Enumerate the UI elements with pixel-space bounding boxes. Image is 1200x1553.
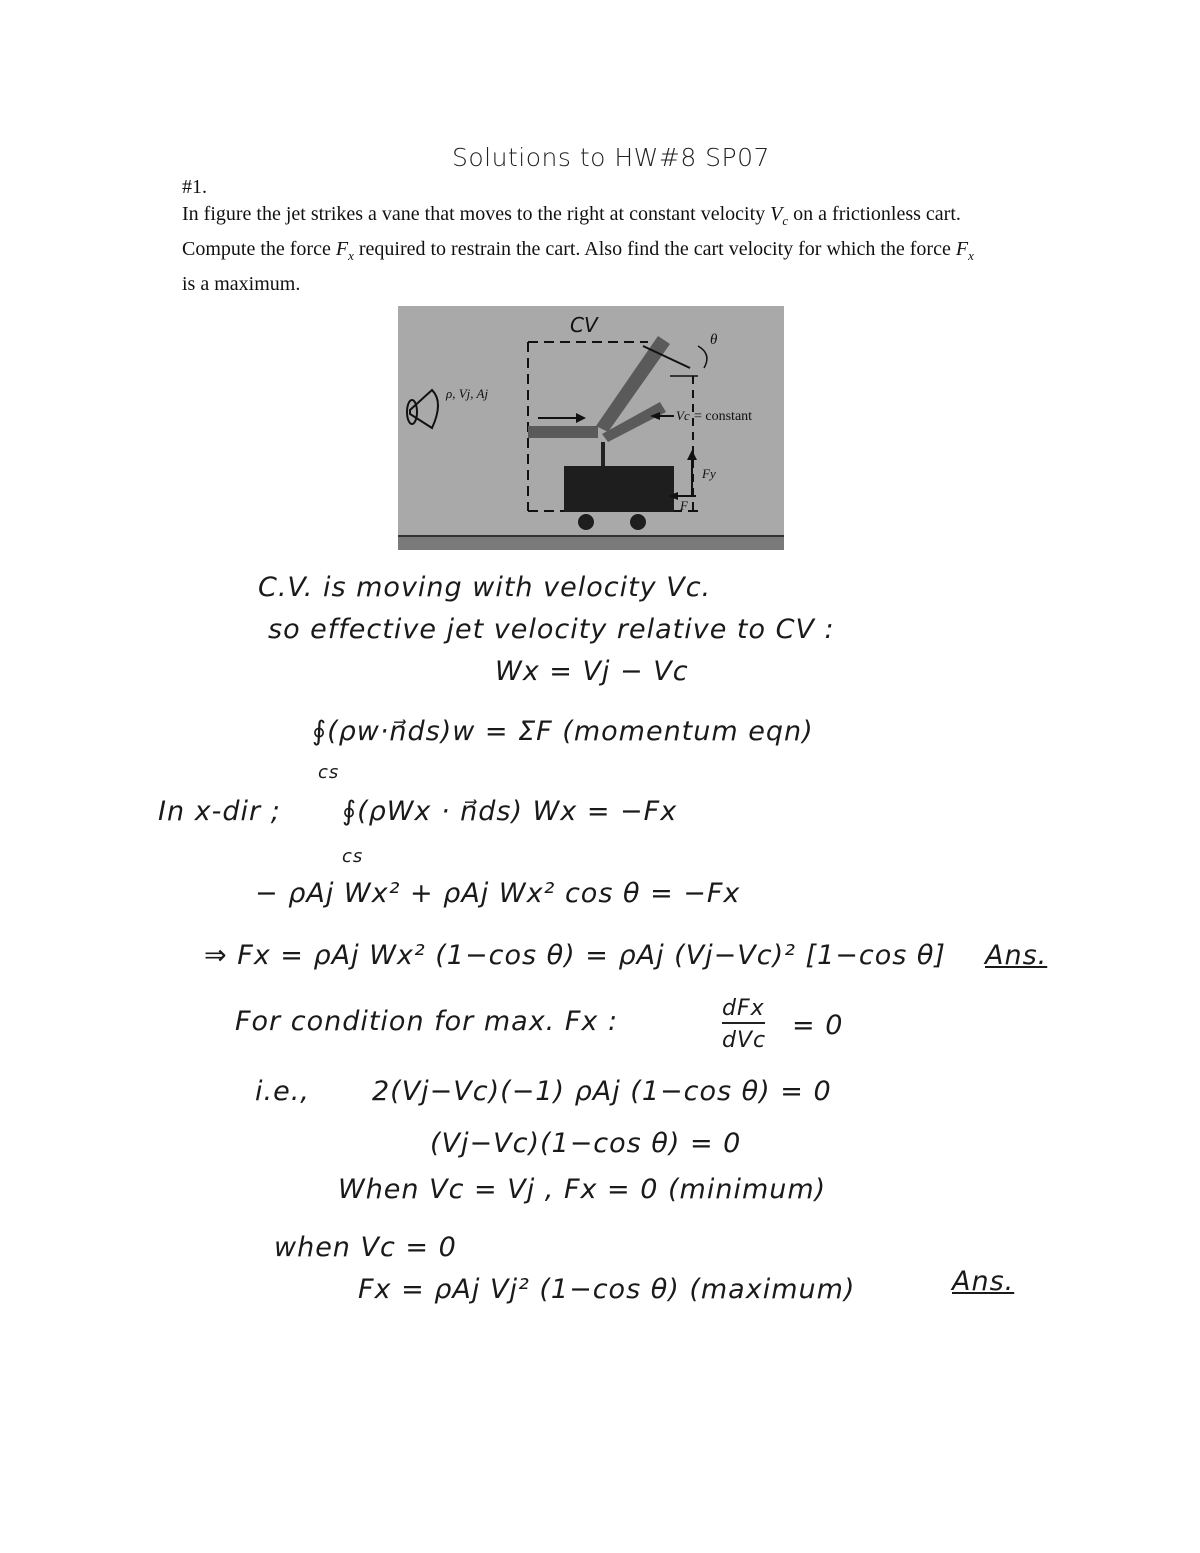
answer-mark-1: Ans. <box>985 940 1048 971</box>
solution-line-9-prefix: i.e., <box>255 1076 310 1107</box>
ground <box>398 536 784 550</box>
problem-statement <box>182 200 982 298</box>
solution-line-13: Fx = ρAj Vj² (1−cos θ) (maximum) <box>358 1274 856 1305</box>
theta-arc <box>698 346 707 368</box>
jet-stream <box>528 426 598 438</box>
derivative-rhs: = 0 <box>792 1010 844 1041</box>
figure-drawing <box>398 306 784 550</box>
cv-label: CV <box>570 313 598 337</box>
jet-vane-cart-figure <box>398 306 784 550</box>
solution-line-8: For condition for max. Fx : <box>235 1006 619 1037</box>
problem-text-mid2: required to restrain the cart. Also find the cart velocity for which the force <box>353 238 956 260</box>
vc-label: Vc <box>676 408 690 423</box>
problem-text-mid1: on a frictionless cart. Compute the force <box>182 203 961 260</box>
solution-line-11: When Vc = Vj , Fx = 0 (minimum) <box>338 1174 827 1205</box>
fx-symbol: $F_x$ <box>335 238 354 263</box>
solution-line-3: Wx = Vj − Vc <box>495 656 689 687</box>
jet-label: ρ, Vj, Aj <box>446 386 489 401</box>
solution-line-5-sub: cs <box>342 846 364 867</box>
fx-symbol-2: $F_x$ <box>955 238 974 263</box>
derivative-numerator: dFx <box>722 996 765 1024</box>
derivative-denominator: dVc <box>722 1028 767 1053</box>
solution-line-4-sub: cs <box>318 762 340 783</box>
cart-wheel-left <box>577 513 595 531</box>
solution-line-9: 2(Vj−Vc)(−1) ρAj (1−cos θ) = 0 <box>372 1076 832 1107</box>
solution-line-7: ⇒ Fx = ρAj Wx² (1−cos θ) = ρAj (Vj−Vc)² [1−cos θ] <box>204 940 946 971</box>
problem-text-post: is a maximum. <box>182 273 301 295</box>
cart-body <box>564 466 674 512</box>
page-title: Solutions to HW#8 SP07 <box>452 143 770 172</box>
solution-line-6: − ρAj Wx² + ρAj Wx² cos θ = −Fx <box>255 878 741 909</box>
fx-label: F <box>680 498 688 513</box>
solution-line-1: C.V. is moving with velocity Vc. <box>258 572 712 603</box>
problem-text-pre: In figure the jet strikes a vane that moves to the right at constant velocity <box>182 203 771 225</box>
solution-line-10: (Vj−Vc)(1−cos θ) = 0 <box>430 1128 742 1159</box>
solution-line-4: ∮(ρw·n⃗ds)w = ΣF (momentum eqn) <box>312 716 814 747</box>
vc-symbol: $V_c$ <box>770 203 789 228</box>
solution-line-12: when Vc = 0 <box>274 1232 457 1263</box>
cart-wheel-right <box>629 513 647 531</box>
solution-line-5: ∮(ρWx · n⃗ds) Wx = −Fx <box>342 796 678 827</box>
answer-mark-2: Ans. <box>952 1266 1015 1297</box>
constant-label: = constant <box>694 409 753 424</box>
solution-line-2: so effective jet velocity relative to CV : <box>268 614 835 645</box>
problem-number: #1. <box>182 176 207 198</box>
theta-label: θ <box>710 332 718 348</box>
solution-line-5-prefix: In x-dir ; <box>158 796 281 827</box>
fy-label: Fy <box>702 466 716 481</box>
